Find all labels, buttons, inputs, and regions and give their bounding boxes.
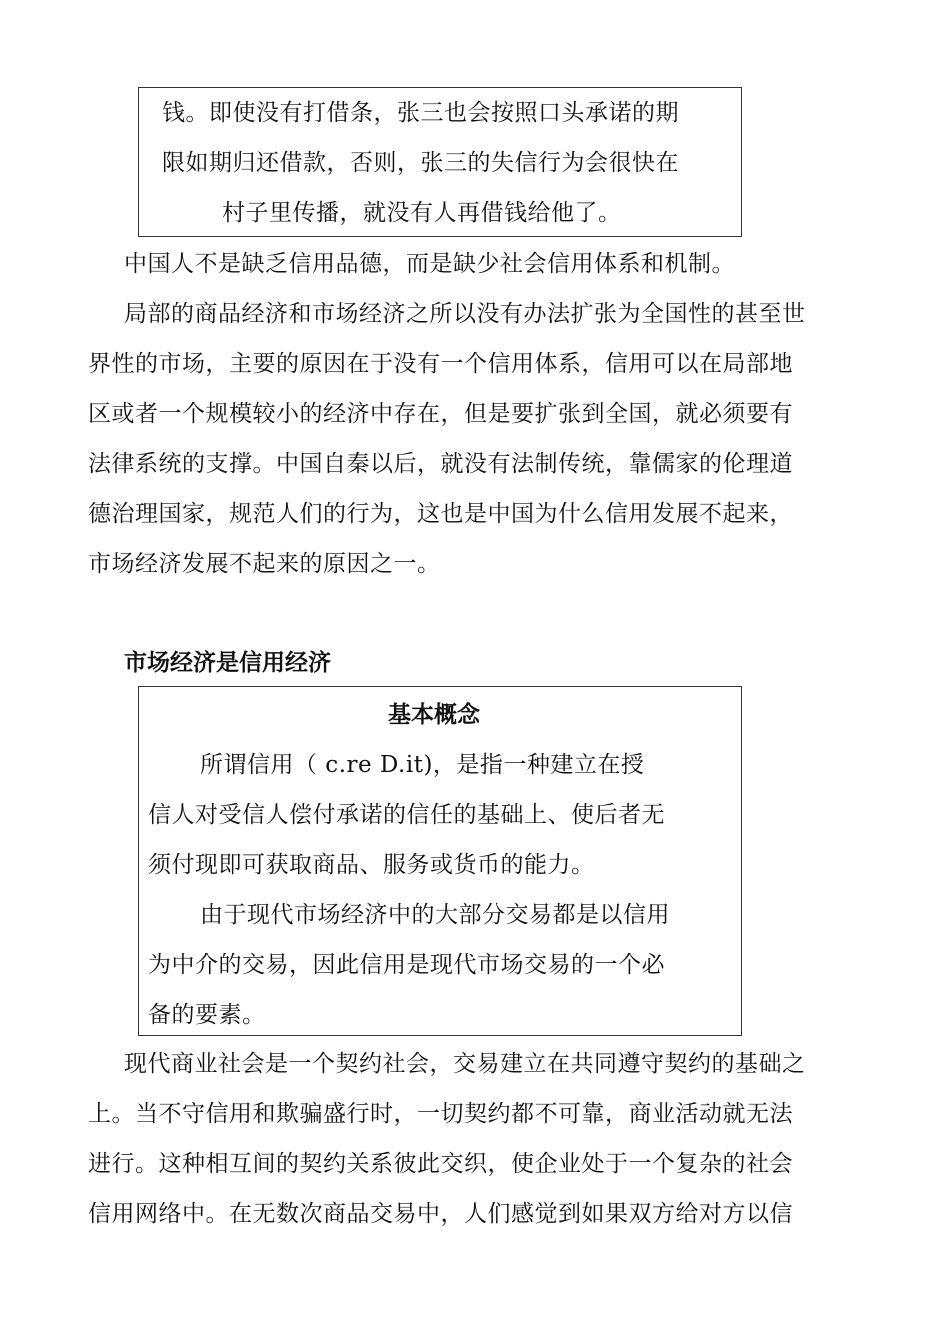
paragraph-line: 局部的商品经济和市场经济之所以没有办法扩张为全国性的甚至世	[124, 301, 806, 327]
concept-box-line: 须付现即可获取商品、服务或货币的能力。	[148, 852, 595, 878]
paragraph-line: 现代商业社会是一个契约社会，交易建立在共同遵守契约的基础之	[124, 1051, 806, 1077]
concept-box-line: 备的要素。	[148, 1002, 266, 1028]
paragraph-line: 进行。这种相互间的契约关系彼此交织，使企业处于一个复杂的社会	[88, 1151, 793, 1177]
story-box-line: 钱。即使没有打借条，张三也会按照口头承诺的期	[162, 100, 679, 126]
paragraph-line: 信用网络中。在无数次商品交易中，人们感觉到如果双方给对方以信	[88, 1201, 793, 1227]
paragraph-line: 上。当不守信用和欺骗盛行时，一切契约都不可靠，商业活动就无法	[88, 1101, 793, 1127]
paragraph-line: 法律系统的支撑。中国自秦以后，就没有法制传统，靠儒家的伦理道	[88, 451, 793, 477]
paragraph-line: 区或者一个规模较小的经济中存在，但是要扩张到全国，就必须要有	[88, 401, 793, 427]
story-box-line: 村子里传播，就没有人再借钱给他了。	[222, 200, 622, 226]
concept-box-line: 所谓信用（ c.re D.it)，是指一种建立在授	[200, 752, 645, 778]
section-heading: 市场经济是信用经济	[124, 649, 331, 676]
concept-box-title: 基本概念	[388, 701, 480, 728]
paragraph-line: 德治理国家，规范人们的行为，这也是中国为什么信用发展不起来，	[88, 501, 793, 527]
concept-box-line: 由于现代市场经济中的大部分交易都是以信用	[200, 902, 670, 928]
concept-box-line: 信人对受信人偿付承诺的信任的基础上、使后者无	[148, 802, 665, 828]
story-box-line: 限如期归还借款，否则，张三的失信行为会很快在	[162, 150, 679, 176]
concept-box-line: 为中介的交易，因此信用是现代市场交易的一个必	[148, 952, 665, 978]
paragraph-line: 市场经济发展不起来的原因之一。	[88, 551, 441, 577]
paragraph: 中国人不是缺乏信用品德，而是缺少社会信用体系和机制。	[124, 251, 735, 277]
paragraph-line: 界性的市场，主要的原因在于没有一个信用体系，信用可以在局部地	[88, 351, 793, 377]
